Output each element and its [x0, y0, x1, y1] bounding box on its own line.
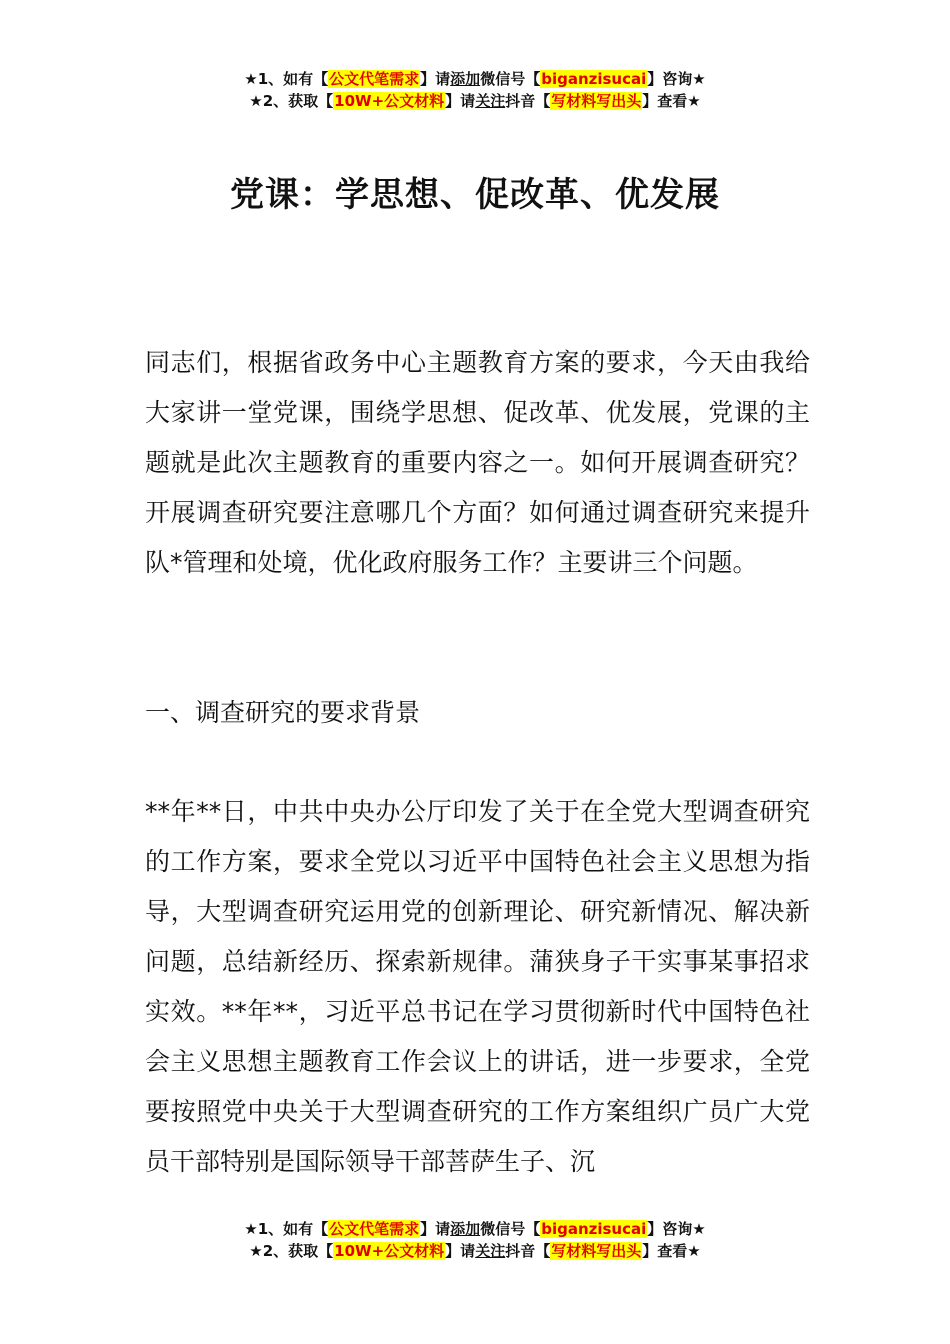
- highlight-materials: 10W+公文材料: [334, 1242, 445, 1260]
- star-icon: ★: [244, 70, 258, 88]
- banner-line-1: ★1、如有【公文代笔需求】请添加微信号【biganzisucai】咨询★: [244, 70, 706, 88]
- star-icon: ★: [692, 1220, 706, 1238]
- highlight-wechat-id: biganzisucai: [541, 70, 647, 88]
- star-icon: ★: [244, 1220, 258, 1238]
- banner-line-1: ★1、如有【公文代笔需求】请添加微信号【biganzisucai】咨询★: [244, 1220, 706, 1238]
- intro-paragraph: 同志们，根据省政务中心主题教育方案的要求，今天由我给大家讲一堂党课，围绕学思想、促改革、优发展，党课的主题就是此次主题教育的重要内容之一。如何开展调查研究？开展调查研究要注意哪几个方面？如何通过调查研究来提升队*管理和处境，优化政府服务工作？主要讲三个问题。: [145, 348, 810, 577]
- document-title: 党课：学思想、促改革、优发展: [230, 174, 720, 215]
- star-icon: ★: [687, 1242, 701, 1260]
- star-icon: ★: [249, 1242, 263, 1260]
- section-heading-1: 一、调查研究的要求背景: [145, 698, 421, 727]
- star-icon: ★: [692, 70, 706, 88]
- highlight-douyin-account: 写材料写出头: [551, 92, 642, 110]
- banner-line-2: ★2、获取【10W+公文材料】请关注抖音【写材料写出头】查看★: [249, 92, 701, 110]
- highlight-douyin-account: 写材料写出头: [551, 1242, 642, 1260]
- highlight-wechat-id: biganzisucai: [541, 1220, 647, 1238]
- section-1-paragraph: **年**日，中共中央办公厅印发了关于在全党大型调查研究的工作方案，要求全党以习近平中国特色社会主义思想为指导，大型调查研究运用党的创新理论、研究新情况、解决新问题，总结新经历、探索新规律。蒲狭身子干实事某事招求实效。**年**，习近平总书记在学习贯彻新时代中国特色社会主义思想主题教育工作会议上的讲话，进一步要求，全党要按照党中央关于大型调查研究的工作方案组织广员广大党员干部特别是国际领导干部菩萨生子、沉: [145, 797, 810, 1176]
- highlight-service: 公文代笔需求: [329, 1220, 420, 1238]
- star-icon: ★: [249, 92, 263, 110]
- highlight-service: 公文代笔需求: [329, 70, 420, 88]
- star-icon: ★: [687, 92, 701, 110]
- header-banner: [0, 68, 950, 112]
- banner-line-2: ★2、获取【10W+公文材料】请关注抖音【写材料写出头】查看★: [249, 1242, 701, 1260]
- footer-banner: [0, 1218, 950, 1262]
- highlight-materials: 10W+公文材料: [334, 92, 445, 110]
